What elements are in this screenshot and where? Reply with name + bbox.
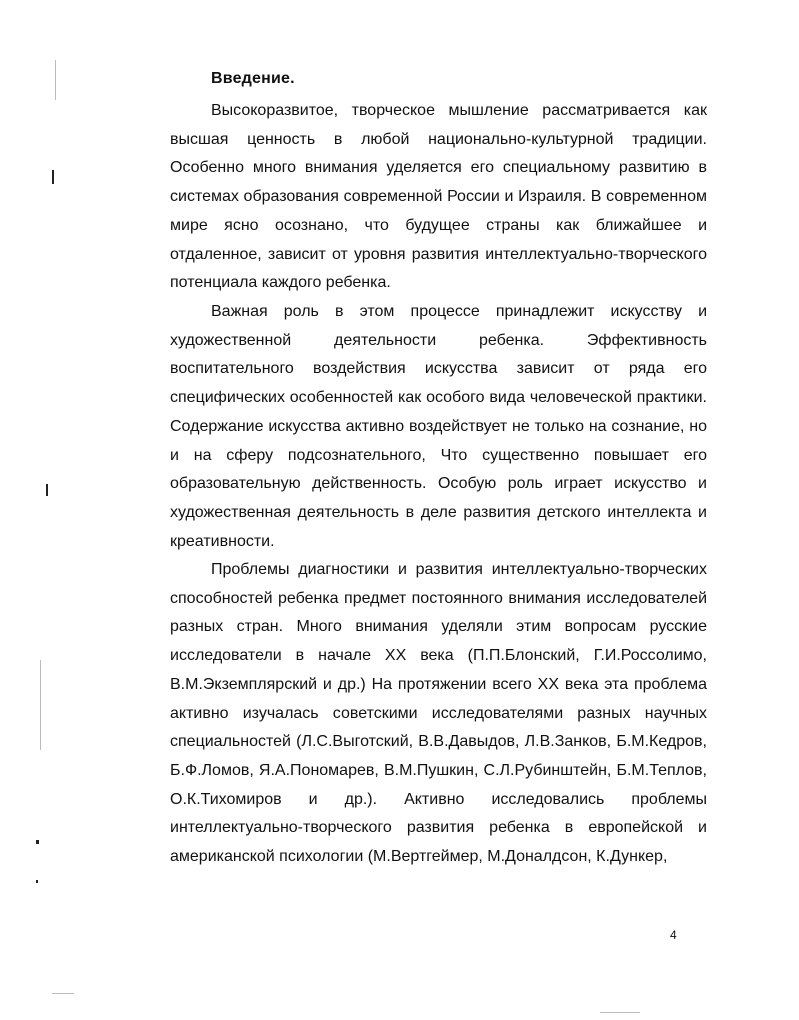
scan-mark bbox=[36, 880, 38, 883]
scan-line bbox=[55, 60, 56, 100]
scan-mark bbox=[52, 170, 54, 184]
scan-line bbox=[52, 993, 74, 994]
paragraph-2: Важная роль в этом процессе принадлежит искусству и художественной деятельности ребенка. Эффективность воспитательного воздействия искусства зависит от ряда его специфических особенностей как особого вида человеческой практики. Содержание искусства активно воздействует не только на сознание, но и на сферу подсознательного, Что существенно повышает его образовательную действенность. Особую роль играет искусство и художественная деятельность в деле развития детского интеллекта и креативности. bbox=[170, 303, 707, 550]
scan-line bbox=[600, 1012, 640, 1013]
paragraph-3: Проблемы диагностики и развития интеллектуально-творческих способностей ребенка предмет постоянного внимания исследователей разных стран. Много внимания уделяли этим вопросам русские исследователи в начале XX века (П.П.Блонский, Г.И.Россолимо, В.М.Экземплярский и др.) На протяжении всего XX века эта проблема активно изучалась советскими исследователями разных научных специальностей (Л.С.Выготский, В.В.Давыдов, Л.В.Занков, Б.М.Кедров, Б.Ф.Ломов, Я.А.Пономарев, В.М.Пушкин, С.Л.Рубинштейн, Б.М.Теплов, О.К.Тихомиров и др.). Активно исследовались проблемы интеллектуально-творческого развития ребенка в европейской и американской психологии (М.Вертгеймер, М.Доналдсон, К.Дункер, bbox=[170, 561, 707, 866]
scan-line bbox=[40, 660, 41, 750]
page-number: 4 bbox=[670, 928, 677, 942]
scan-mark bbox=[46, 484, 48, 496]
paragraph-1: Высокоразвитое, творческое мышление рассматривается как высшая ценность в любой национально-культурной традиции. Особенно много внимания уделяется его специальному развитию в системах образования современной России и Израиля. В современном мире ясно осознано, что будущее страны как ближайшее и отдаленное, зависит от уровня развития интеллектуально-творческого потенциала каждого ребенка. bbox=[170, 102, 707, 292]
scan-mark bbox=[36, 840, 39, 844]
section-heading: Введение. bbox=[211, 70, 295, 87]
